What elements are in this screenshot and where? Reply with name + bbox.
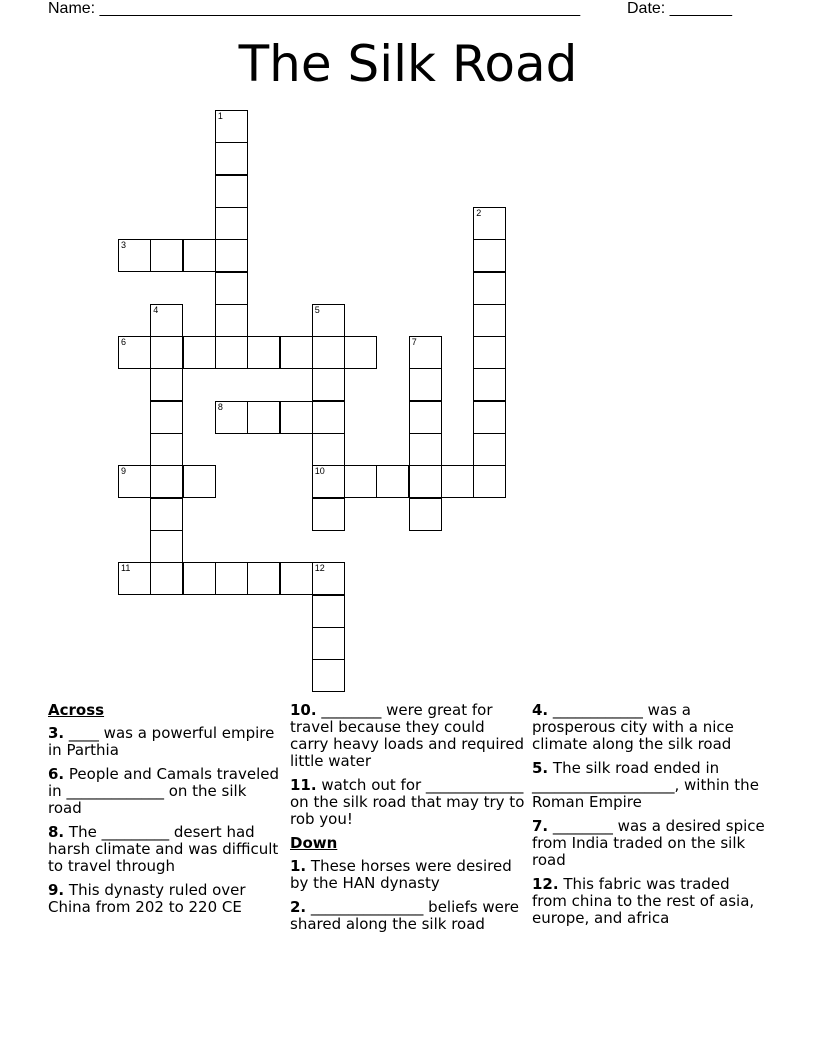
grid-cell[interactable] (150, 336, 183, 369)
grid-cell[interactable] (280, 336, 313, 369)
clue-item (48, 766, 280, 817)
down-clue-list (290, 858, 526, 933)
grid-cell[interactable] (312, 433, 345, 466)
clue-text: ____________ was a prosperous city with a nice climate along the silk road (532, 701, 734, 753)
clue-item (532, 702, 768, 753)
clue-number-label: 5. (532, 759, 549, 777)
grid-cell[interactable] (150, 530, 183, 563)
grid-cell[interactable] (118, 239, 151, 272)
clue-number-label: 4. (532, 701, 549, 719)
clue-number: 8 (217, 401, 223, 412)
clue-number-label: 6. (48, 765, 65, 783)
grid-cell[interactable] (280, 562, 313, 595)
grid-cell[interactable] (441, 465, 474, 498)
clue-item (48, 824, 280, 875)
down-clue-list-continued (532, 702, 768, 927)
clue-text: This fabric was traded from china to the rest of asia, europe, and africa (532, 875, 755, 927)
clue-number: 6 (121, 337, 127, 348)
clue-item (532, 876, 768, 927)
down-heading: Down (290, 834, 338, 852)
clue-number: 1 (217, 111, 223, 121)
grid-cell[interactable] (247, 401, 280, 434)
clue-number-label: 8. (48, 823, 65, 841)
clue-text: ________ was a desired spice from India traded on the silk road (532, 817, 765, 869)
grid-cell[interactable] (473, 401, 506, 434)
clue-column-3 (532, 702, 768, 934)
clue-number: 4 (153, 304, 159, 315)
clue-number-label: 1. (290, 857, 307, 875)
grid-cell[interactable] (150, 401, 183, 434)
grid-cell[interactable] (215, 142, 248, 175)
clue-text: ________ were great for travel because they could carry heavy loads and required little water (290, 701, 525, 770)
clue-item (532, 818, 768, 869)
grid-cell[interactable] (312, 304, 345, 337)
grid-cell[interactable] (312, 401, 345, 434)
grid-cell[interactable] (312, 368, 345, 401)
clue-item (48, 725, 280, 759)
clue-item (532, 760, 768, 811)
grid-cell[interactable] (150, 498, 183, 531)
clue-text: _______________ beliefs were shared along the silk road (290, 898, 519, 933)
grid-cell[interactable] (409, 401, 442, 434)
grid-cell[interactable] (118, 336, 151, 369)
clue-text: The _________ desert had harsh climate and was difficult to travel through (48, 823, 279, 875)
grid-cell[interactable] (312, 336, 345, 369)
grid-cell[interactable] (215, 272, 248, 305)
grid-cell[interactable] (215, 175, 248, 208)
grid-cell[interactable] (409, 498, 442, 531)
grid-cell[interactable] (344, 465, 377, 498)
clue-text: This dynasty ruled over China from 202 to 220 CE (48, 881, 246, 916)
grid-cell[interactable] (183, 239, 216, 272)
clue-number: 11 (121, 563, 131, 574)
grid-cell[interactable] (312, 659, 345, 692)
clue-text: People and Camals traveled in _____________ on the silk road (48, 765, 279, 817)
clue-number-label: 10. (290, 701, 317, 719)
grid-cell[interactable] (215, 207, 248, 240)
name-field[interactable]: Name: ______________________________________________________ (48, 0, 581, 17)
clue-item (290, 777, 526, 828)
grid-cell[interactable] (183, 562, 216, 595)
grid-cell[interactable] (473, 368, 506, 401)
grid-cell[interactable] (215, 401, 248, 434)
grid-cell[interactable] (312, 562, 345, 595)
grid-cell[interactable] (409, 368, 442, 401)
clue-column-2 (290, 702, 526, 940)
date-field[interactable]: Date: _______ (627, 0, 732, 17)
grid-cell[interactable] (215, 304, 248, 337)
grid-cell[interactable] (409, 465, 442, 498)
grid-cell[interactable] (344, 336, 377, 369)
across-clue-list (48, 725, 280, 916)
clue-number: 5 (314, 304, 320, 315)
grid-cell[interactable] (183, 336, 216, 369)
grid-cell[interactable] (376, 465, 409, 498)
clue-number-label: 9. (48, 881, 65, 899)
clue-item (290, 702, 526, 770)
page-title: The Silk Road (238, 35, 578, 93)
grid-cell[interactable] (247, 562, 280, 595)
grid-cell[interactable] (150, 433, 183, 466)
clue-item (48, 882, 280, 916)
grid-cell[interactable] (183, 465, 216, 498)
grid-cell[interactable] (473, 207, 506, 240)
grid-cell[interactable] (215, 336, 248, 369)
grid-cell[interactable] (150, 562, 183, 595)
clue-number-label: 7. (532, 817, 549, 835)
grid-cell[interactable] (409, 336, 442, 369)
grid-cell[interactable] (215, 562, 248, 595)
clue-text: The silk road ended in ___________________, within the Roman Empire (532, 759, 759, 811)
grid-cell[interactable] (150, 239, 183, 272)
clue-text: ____ was a powerful empire in Parthia (48, 724, 275, 759)
clue-number: 2 (476, 207, 482, 218)
grid-cell[interactable] (118, 562, 151, 595)
clue-item (290, 858, 526, 892)
grid-cell[interactable] (215, 110, 248, 143)
clue-text: watch out for _____________ on the silk road that may try to rob you! (290, 776, 525, 828)
clue-number: 10 (314, 466, 325, 477)
clue-number-label: 2. (290, 898, 307, 916)
across-clue-list-continued (290, 702, 526, 828)
clue-text: These horses were desired by the HAN dynasty (290, 857, 512, 892)
clue-number-label: 3. (48, 724, 65, 742)
grid-cell[interactable] (215, 239, 248, 272)
clue-number-label: 12. (532, 875, 559, 893)
grid-cell[interactable] (473, 465, 506, 498)
across-heading: Across (48, 701, 105, 719)
clue-item (290, 899, 526, 933)
grid-cell[interactable] (473, 239, 506, 272)
grid-cell[interactable] (312, 465, 345, 498)
clue-number: 9 (121, 466, 127, 477)
grid-cell[interactable] (118, 465, 151, 498)
grid-cell[interactable] (280, 401, 313, 434)
clue-column-1 (48, 702, 280, 923)
grid-cell[interactable] (247, 336, 280, 369)
grid-cell[interactable] (312, 595, 345, 628)
grid-cell[interactable] (150, 304, 183, 337)
grid-cell[interactable] (473, 272, 506, 305)
grid-cell[interactable] (150, 465, 183, 498)
grid-cell[interactable] (473, 304, 506, 337)
grid-cell[interactable] (150, 368, 183, 401)
grid-cell[interactable] (312, 498, 345, 531)
grid-cell[interactable] (473, 433, 506, 466)
clue-number: 3 (121, 240, 127, 251)
clue-number: 7 (411, 337, 417, 348)
clue-number: 12 (314, 563, 325, 574)
clue-number-label: 11. (290, 776, 317, 794)
grid-cell[interactable] (473, 336, 506, 369)
grid-cell[interactable] (409, 433, 442, 466)
grid-cell[interactable] (312, 627, 345, 660)
